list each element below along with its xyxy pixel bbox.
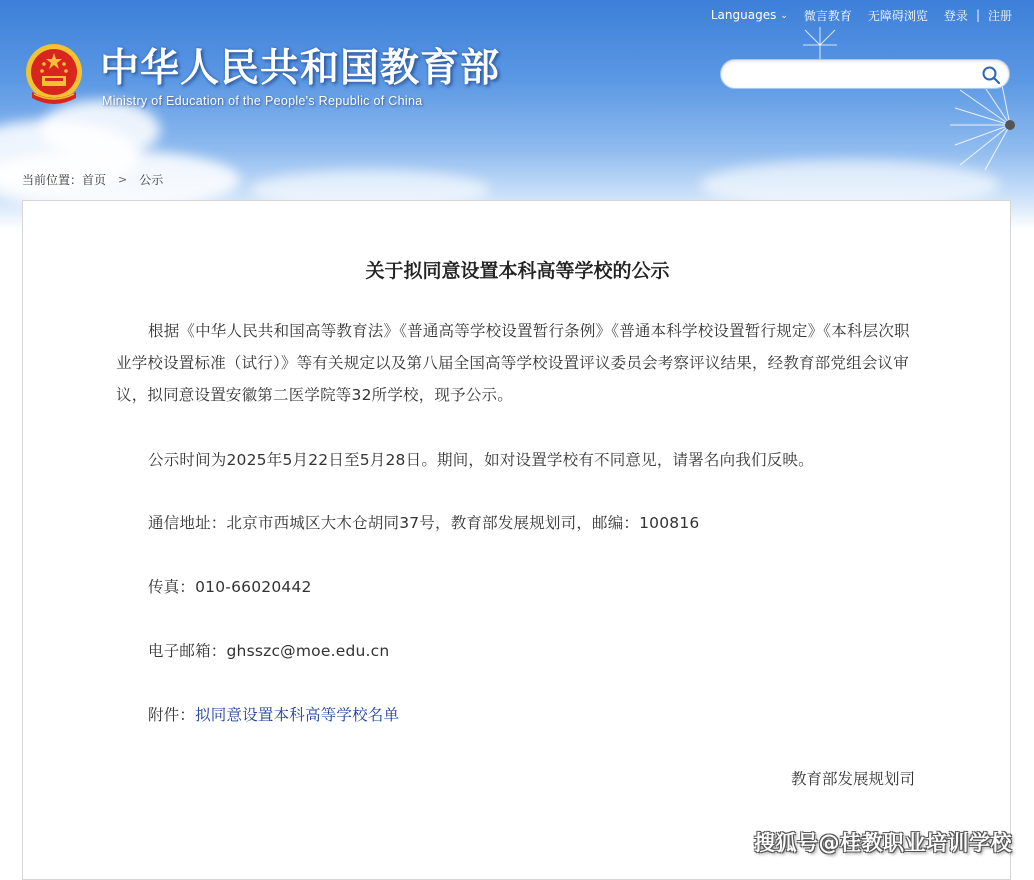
accessibility-link[interactable]: 无障碍浏览	[867, 8, 928, 23]
national-emblem-icon[interactable]	[22, 42, 86, 110]
top-links	[711, 6, 1012, 24]
register-link[interactable]: 注册	[987, 8, 1012, 23]
attachment-line	[116, 699, 921, 731]
link-separator: |	[975, 8, 980, 22]
breadcrumb-arrow-icon: >	[118, 173, 128, 186]
search-box	[720, 59, 1010, 89]
contact-address: 通信地址：北京市西城区大木仓胡同37号，教育部发展规划司，邮编：100816	[148, 514, 700, 532]
article-paragraph-basis: 根据《中华人民共和国高等教育法》《普通高等学校设置暂行条例》《普通本科学校设置暂行规定》《本科层次职业学校设置标准（试行）》等有关规定以及第八届全国高等学校设置评议委员会考察评议结果，经教育部党组会议审议，拟同意设置安徽第二医学院等32所学校，现予公示。	[116, 322, 910, 404]
attachment-label: 附件：	[148, 706, 196, 724]
languages-label: Languages	[710, 8, 777, 22]
chevron-down-icon: ⌄	[780, 11, 788, 21]
weibo-link[interactable]: 微言教育	[803, 8, 852, 23]
header-banner	[0, 0, 1034, 230]
article-title: 关于拟同意设置本科高等学校的公示	[365, 260, 670, 282]
breadcrumb-current-link[interactable]: 公示	[139, 173, 164, 187]
contact-email: 电子邮箱：ghsszc@moe.edu.cn	[148, 642, 390, 660]
search-icon[interactable]	[981, 65, 1001, 85]
languages-dropdown[interactable]	[711, 8, 788, 22]
article-container	[22, 200, 1011, 880]
contact-fax: 传真：010-66020442	[148, 578, 312, 596]
article-paragraph-period: 公示时间为2025年5月22日至5月28日。期间，如对设置学校有不同意见，请署名向我们反映。	[148, 451, 814, 469]
breadcrumb	[22, 171, 163, 188]
login-link[interactable]: 登录	[943, 8, 968, 23]
watermark-text: 搜狐号@桂教职业培训学校	[754, 831, 1012, 855]
site-subtitle: Ministry of Education of the People's Republic of China	[102, 94, 423, 108]
attachment-link[interactable]: 拟同意设置本科高等学校名单	[195, 706, 400, 724]
breadcrumb-label: 当前位置：	[22, 173, 83, 187]
site-title[interactable]: 中华人民共和国教育部	[100, 45, 501, 91]
article-signature: 教育部发展规划司	[790, 770, 915, 788]
search-input[interactable]	[733, 65, 977, 85]
breadcrumb-home-link[interactable]: 首页	[82, 173, 107, 187]
